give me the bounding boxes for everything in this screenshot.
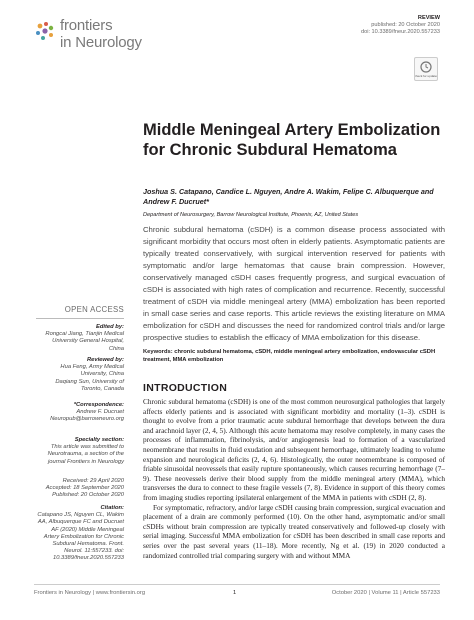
article-meta xyxy=(361,15,440,36)
published-date: published: 20 October 2020 xyxy=(371,22,440,28)
page-number: 1 xyxy=(233,590,237,596)
edited-by-label: Edited by: xyxy=(95,324,124,330)
open-access-label: OPEN ACCESS xyxy=(64,305,124,314)
affiliation: Department of Neurosurgery, Barrow Neurological Institute, Phoenix, AZ, United States xyxy=(143,212,359,218)
reviewer-1: Hua Feng, Army Medical University, China xyxy=(60,364,124,378)
specialty-label: Specialty section: xyxy=(74,437,124,443)
logo-line1: frontiers xyxy=(60,17,113,34)
dates xyxy=(36,478,124,500)
correspondence-email[interactable]: Neuropub@barrowneuro.org xyxy=(50,416,124,423)
accepted-date: Accepted: 18 September 2020 xyxy=(45,485,124,492)
authors: Joshua S. Catapano, Candice L. Nguyen, Andre A. Wakim, Felipe C. Albuquerque and Andrew F. Ducruet* xyxy=(143,187,434,206)
correspondence-label: *Correspondence: xyxy=(73,402,124,408)
citation-text: Catapano JS, Nguyen CL, Wakim AA, Albuquerque FC and Ducruet AF (2020) Middle Meningeal Artery Embolization for Chronic Subdural Hematoma. Front. Neurol. 11:557233. doi: 10.3389/fneur.2020.557233 xyxy=(37,512,124,562)
footer-divider xyxy=(34,584,440,585)
edited-by xyxy=(36,324,124,353)
citation xyxy=(36,505,124,563)
specialty-text: This article was submitted to Neurotrauma, a section of the journal Frontiers in Neurology xyxy=(47,444,124,465)
frontiers-logo-icon xyxy=(34,20,56,42)
reviewed-by xyxy=(36,357,124,393)
check-updates-button[interactable] xyxy=(414,57,438,81)
reviewer-2: Daqiang Sun, University of Toronto, Canada xyxy=(55,378,124,392)
received-date: Received: 29 April 2020 xyxy=(62,478,124,484)
published-date-side: Published: 20 October 2020 xyxy=(52,492,124,499)
logo-line2: in Neurology xyxy=(60,34,142,51)
citation-label: Citation: xyxy=(100,505,124,511)
update-label: Check for updates xyxy=(415,74,437,78)
correspondence-name: Andrew F. Ducruet xyxy=(76,409,124,416)
footer-issue: October 2020 | Volume 11 | Article 557233 xyxy=(331,590,440,596)
article-title: Middle Meningeal Artery Embolization for Chronic Subdural Hematoma xyxy=(143,121,441,159)
doi[interactable]: doi: 10.3389/fneur.2020.557233 xyxy=(360,29,440,35)
intro-paragraph-2: For symptomatic, refractory, and/or large cSDH causing brain compression, surgical evacuation and placement of a drain are commonly performed (10). On the other hand, asymptomatic and/or small cSDHs without brain compression are typically treated conservatively and followed-up closely with serial imaging. Successful MMA embolization for cSDH has been described in small case reports and series over the past several years (11–18). More recently, Ng et al. (19) in 2020 conducted a randomized controlled trial comparing surgery with and without MMA xyxy=(143,502,445,560)
abstract: Chronic subdural hematoma (cSDH) is a common disease process associated with significant morbidity that occurs most often in elderly patients. Asymptomatic patients are typically treated conservatively, with surgical intervention reserved for patients with symptomatic and/or large hematomas that cause brain compression. However, conservatively managed cSDH cases frequently progress, and surgical evacuation of cSDH is associated with high rates of complication and recurrence. Recently, successful treatment of cSDH via middle meningeal artery (MMA) embolization has been reported in small case series and case reports. This article reviews the existing literature on MMA embolization for cSDH and discusses the need for randomized control trials and/or large prospective studies to establish the efficacy of MMA embolization for this disease. xyxy=(143,225,445,342)
section-heading-introduction: INTRODUCTION xyxy=(143,382,228,394)
correspondence xyxy=(36,402,124,424)
reviewed-by-label: Reviewed by: xyxy=(86,357,124,363)
journal-logo xyxy=(34,18,154,52)
update-icon xyxy=(415,58,437,80)
sidebar-divider xyxy=(36,318,124,319)
intro-paragraph-1: Chronic subdural hematoma (cSDH) is one of the most common neurosurgical pathologies that largely affects elderly patients and is associated with significant morbidity and mortality (1–3). cSDH is thought to evolve from a prior traumatic acute subdural hemorrhage that develops between the dura and arachnoid layer (2, 4, 5). Although this acute hematoma may resolve completely, in many cases the processes of inflammation, fibrinolysis, and/or angiogenesis lead to formation of a vascularized neomembrane that results in fluid exudation and subsequent hemorrhage, ultimately leading to volume expansion and neurological deficits (2, 4, 6). Histologically, the outer neomembrane is composed of friable sinusoidal neovessels that easily rupture spontaneously, which causes recurring hemorrhage (7–9). These neovessels derive their blood supply from the middle meningeal artery (MMA), which transverses the dura to connect to these fragile vessels (7, 8). Evidence in support of this theory comes from imaging studies reporting ipsilateral enlargement of the MMA in patients with cSDH (2, 8). xyxy=(143,397,445,502)
specialty-section xyxy=(36,437,124,466)
footer-journal[interactable]: Frontiers in Neurology | www.frontiersin.org xyxy=(34,590,146,596)
article-type: REVIEW xyxy=(417,15,440,21)
introduction-body xyxy=(143,397,445,560)
keywords: Keywords: chronic subdural hematoma, cSDH, middle meningeal artery embolization, endovascular cSDH treatment, MMA embolization xyxy=(143,349,436,363)
editor: Rongcai Jiang, Tianjin Medical University General Hospital, China xyxy=(45,331,124,352)
